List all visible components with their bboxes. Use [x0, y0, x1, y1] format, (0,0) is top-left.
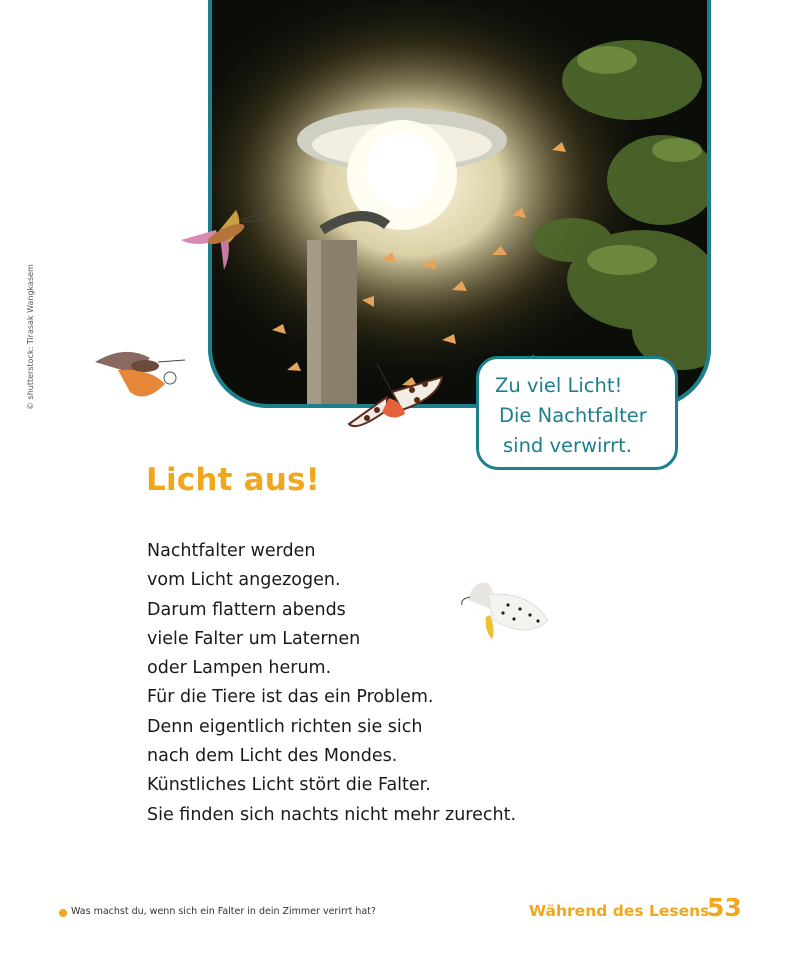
section-label: Während des Lesens: [529, 902, 710, 920]
tiger-moth-illustration: [347, 362, 445, 434]
bullet-dot-icon: [59, 909, 67, 917]
bubble-line: sind verwirrt.: [503, 434, 632, 457]
text-line: Darum flattern abends: [147, 599, 346, 620]
bubble-line: Zu viel Licht!: [495, 374, 623, 397]
footer-question: Was machst du, wenn sich ein Falter in dein Zimmer verirrt hat?: [71, 906, 376, 917]
photo-credit: © shutterstock: Tirasak Wangkasem: [26, 264, 35, 410]
text-line: nach dem Licht des Mondes.: [147, 746, 398, 767]
lamp-photo: [208, 0, 711, 408]
text-line: Künstliches Licht stört die Falter.: [147, 775, 431, 796]
text-line: vom Licht angezogen.: [147, 570, 341, 591]
hawkmoth-illustration: [90, 344, 190, 406]
text-line: Sie finden sich nachts nicht mehr zurecht.: [147, 804, 517, 825]
text-line: oder Lampen herum.: [147, 658, 332, 679]
body-text: [147, 537, 516, 830]
speech-bubble: [476, 356, 678, 470]
page-title: Licht aus!: [146, 462, 321, 498]
text-line: Für die Tiere ist das ein Problem.: [147, 687, 434, 708]
text-line: Denn eigentlich richten sie sich: [147, 716, 423, 737]
pink-moth-illustration: [176, 200, 271, 272]
text-line: viele Falter um Laternen: [147, 628, 361, 649]
page-number: 53: [707, 893, 742, 922]
text-line: Nachtfalter werden: [147, 541, 316, 561]
bubble-line: Die Nachtfalter: [499, 404, 647, 427]
